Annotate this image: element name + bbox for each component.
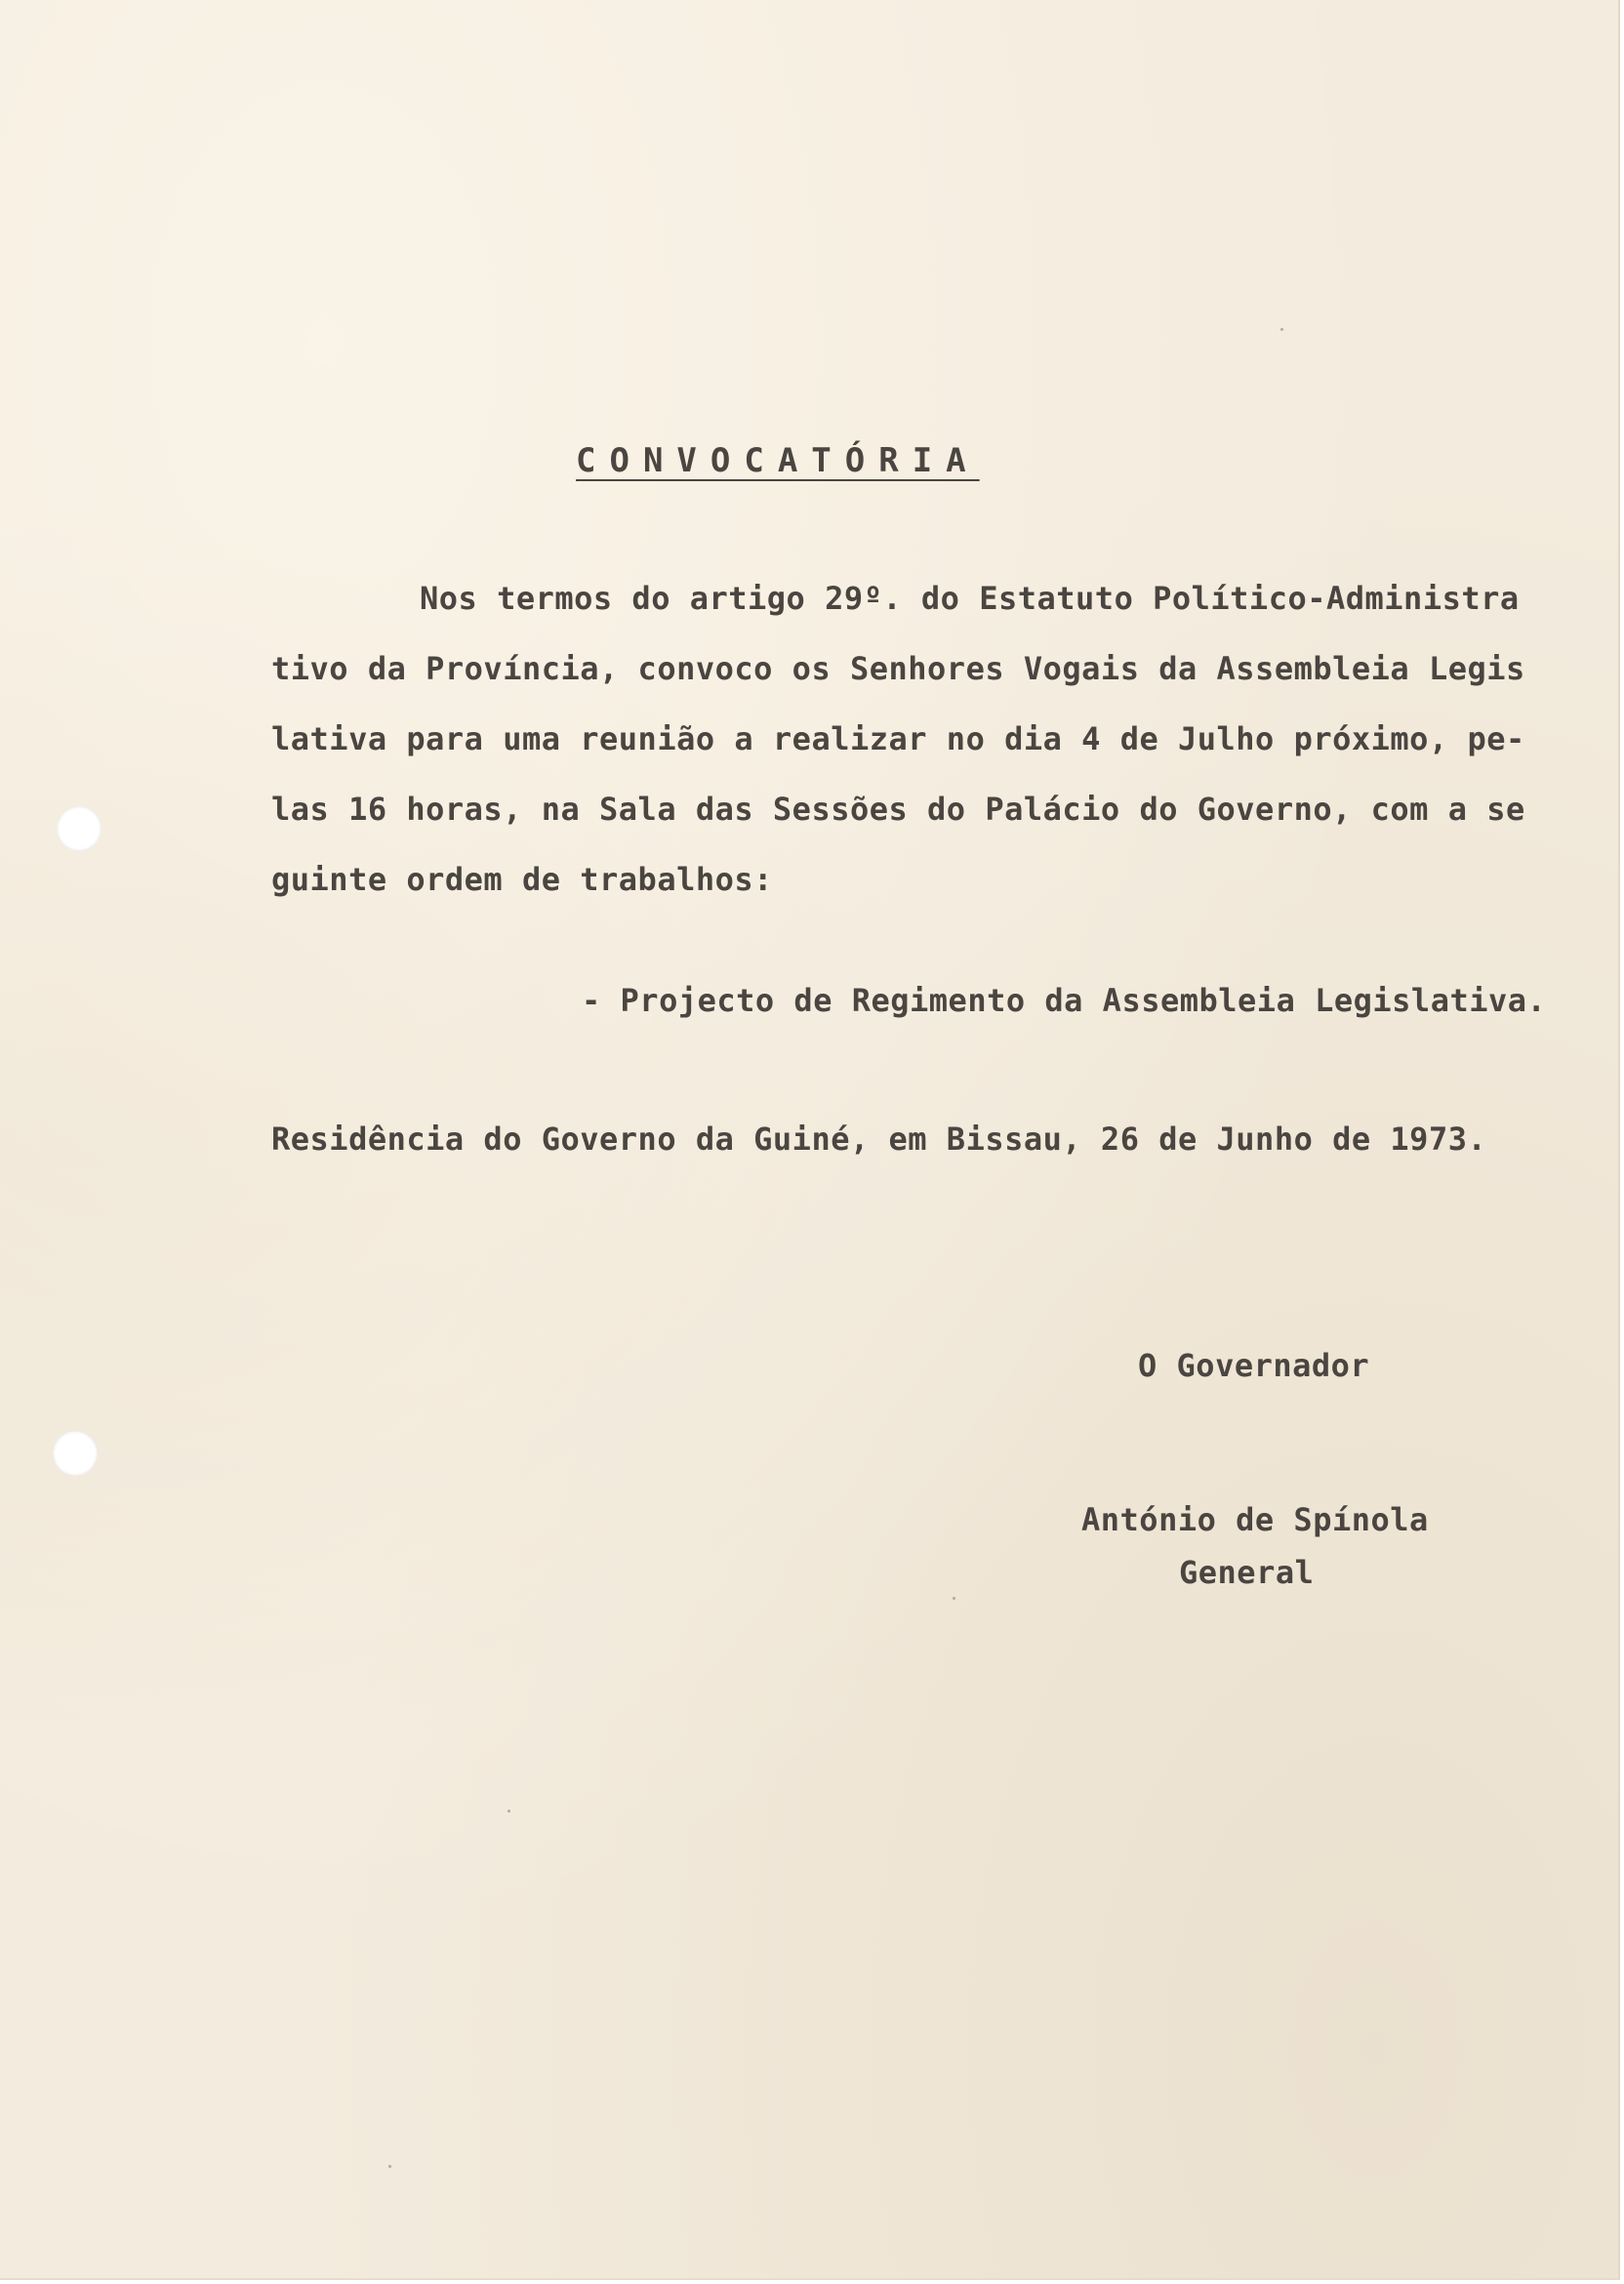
paragraph-line-1: Nos termos do artigo 29º. do Estatuto Político-Administra: [420, 580, 1520, 617]
paragraph-line-4: las 16 horas, na Sala das Sessões do Palácio do Governo, com a se: [271, 791, 1525, 828]
signatory-name: António de Spínola: [1081, 1501, 1429, 1538]
paragraph-line-3: lativa para uma reunião a realizar no dia 4 de Julho próximo, pe-: [271, 720, 1525, 757]
paper-speck: [1280, 328, 1283, 331]
signatory-rank: General: [1179, 1554, 1315, 1591]
paper-speck: [953, 1597, 955, 1600]
signatory-title: O Governador: [1138, 1347, 1370, 1384]
agenda-item: - Projecto de Regimento da Assembleia Legislativa.: [582, 982, 1547, 1019]
paper-speck: [388, 2165, 391, 2168]
paragraph-line-2: tivo da Província, convoco os Senhores Vogais da Assembleia Legis: [271, 650, 1525, 687]
place-and-date: Residência do Governo da Guiné, em Bissau, 26 de Junho de 1973.: [271, 1121, 1487, 1158]
document-title: CONVOCATÓRIA: [576, 441, 980, 480]
punch-hole-lower: [53, 1431, 98, 1476]
paragraph-line-5: guinte ordem de trabalhos:: [271, 861, 773, 898]
punch-hole-upper: [57, 806, 102, 851]
paper-speck: [508, 1810, 510, 1813]
